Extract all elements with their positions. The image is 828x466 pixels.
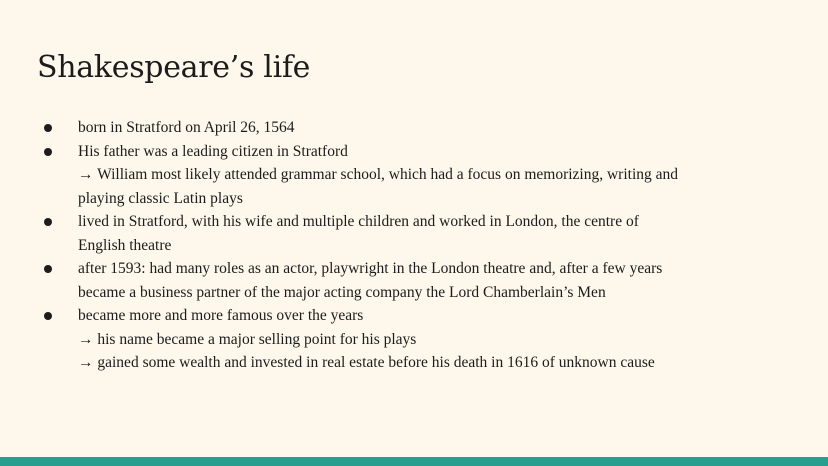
bullet-dot-icon xyxy=(44,124,52,132)
bullet-list xyxy=(44,116,804,375)
bullet-item xyxy=(44,116,804,140)
bullet-line: → gained some wealth and invested in real estate before his death in 1616 of unknown cause xyxy=(78,354,655,371)
bullet-item xyxy=(44,257,804,304)
bullet-dot-icon xyxy=(44,312,52,320)
footer-accent-bar xyxy=(0,457,828,466)
bullet-item xyxy=(44,304,804,375)
bullet-line: English theatre xyxy=(78,236,172,254)
slide-title: Shakespeare’s life xyxy=(37,50,311,85)
bullet-dot-icon xyxy=(44,218,52,226)
bullet-line: playing classic Latin plays xyxy=(78,189,243,207)
bullet-item xyxy=(44,140,804,211)
bullet-line: became more and more famous over the years xyxy=(78,307,364,324)
bullet-line: became a business partner of the major acting company the Lord Chamberlain’s Men xyxy=(78,283,606,301)
bullet-line: His father was a leading citizen in Stratford xyxy=(78,142,348,160)
bullet-line: lived in Stratford, with his wife and multiple children and worked in London, the centre of xyxy=(78,213,639,230)
bullet-item xyxy=(44,210,804,257)
bullet-line: → William most likely attended grammar school, which had a focus on memorizing, writing and xyxy=(78,166,679,183)
bullet-line: after 1593: had many roles as an actor, playwright in the London theatre and, after a few years xyxy=(78,260,663,277)
bullet-dot-icon xyxy=(44,265,52,273)
bullet-line: born in Stratford on April 26, 1564 xyxy=(78,119,295,136)
bullet-dot-icon xyxy=(44,148,52,156)
bullet-line: → his name became a major selling point for his plays xyxy=(78,330,417,348)
